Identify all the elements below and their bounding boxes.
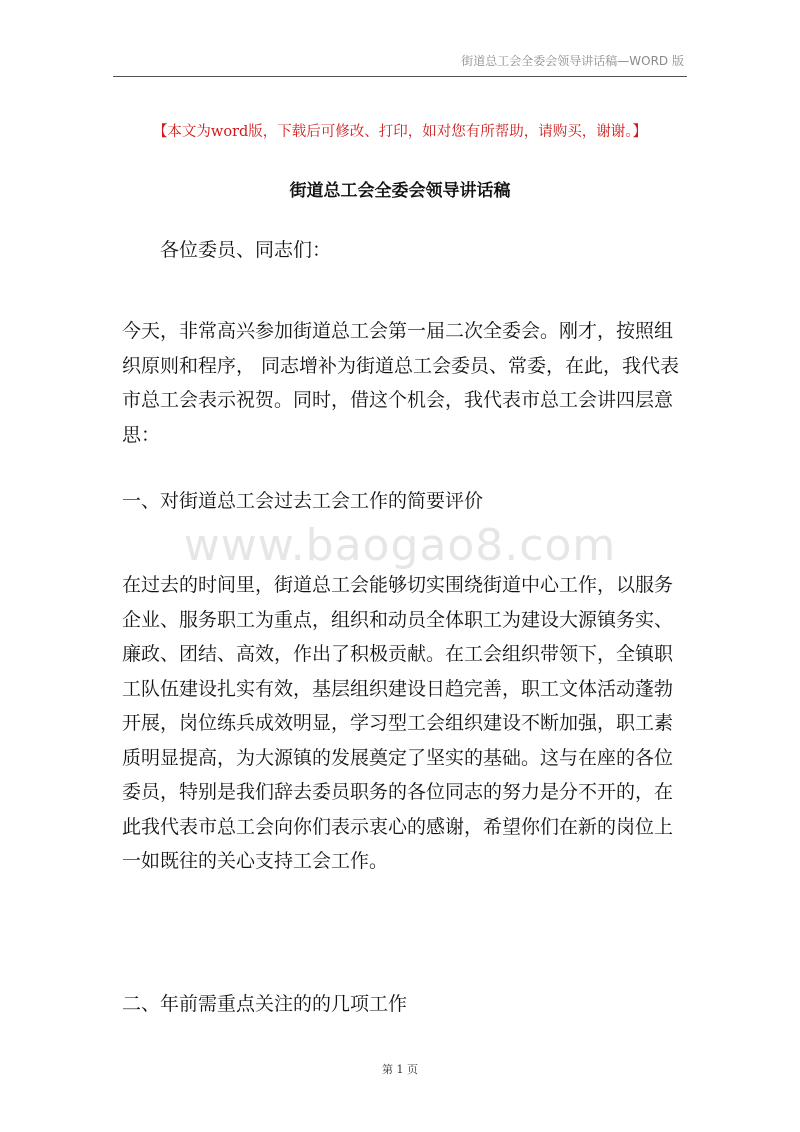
paragraph-evaluation: 在过去的时间里，街道总工会能够切实围绕街道中心工作，以服务企业、服务职工为重点，组织和动员全体职工为建设大源镇务实、廉政、团结、高效，作出了积极贡献。在工会组织带领下，全镇职工队伍建设扎实有效，基层组织建设日趋完善，职工文体活动蓬勃开展，岗位练兵成效明显，学习型工会组织建设不断加强，职工素质明显提高，为大源镇的发展奠定了坚实的基础。这与在座的各位委员，特别是我们辞去委员职务的各位同志的努力是分不开的，在此我代表市总工会向你们表示衷心的感谢，希望你们在新的岗位上一如既往的关心支持工会工作。 [122,574,674,872]
header-divider [113,76,687,77]
section-heading-1: 一、对街道总工会过去工会工作的简要评价 [122,490,484,512]
section-heading-2: 二、年前需重点关注的的几项工作 [122,993,408,1015]
page-number: 第 1 页 [382,1063,418,1076]
purchase-notice: 【本文为word版，下载后可修改、打印，如对您有所帮助，请购买，谢谢。】 [152,124,648,140]
greeting: 各位委员、同志们： [160,239,332,261]
document-title: 街道总工会全委会领导讲话稿 [289,181,511,201]
watermark: www.baogao8.com [183,520,617,571]
running-header: 街道总工会全委会领导讲话稿—WORD 版 [461,54,684,68]
paragraph-intro: 今天，非常高兴参加街道总工会第一届二次全委会。刚才，按照组织原则和程序， 同志增补为街道总工会委员、常委，在此，我代表市总工会表示祝贺。同时，借这个机会，我代表市总工会讲四层意思： [122,320,680,446]
